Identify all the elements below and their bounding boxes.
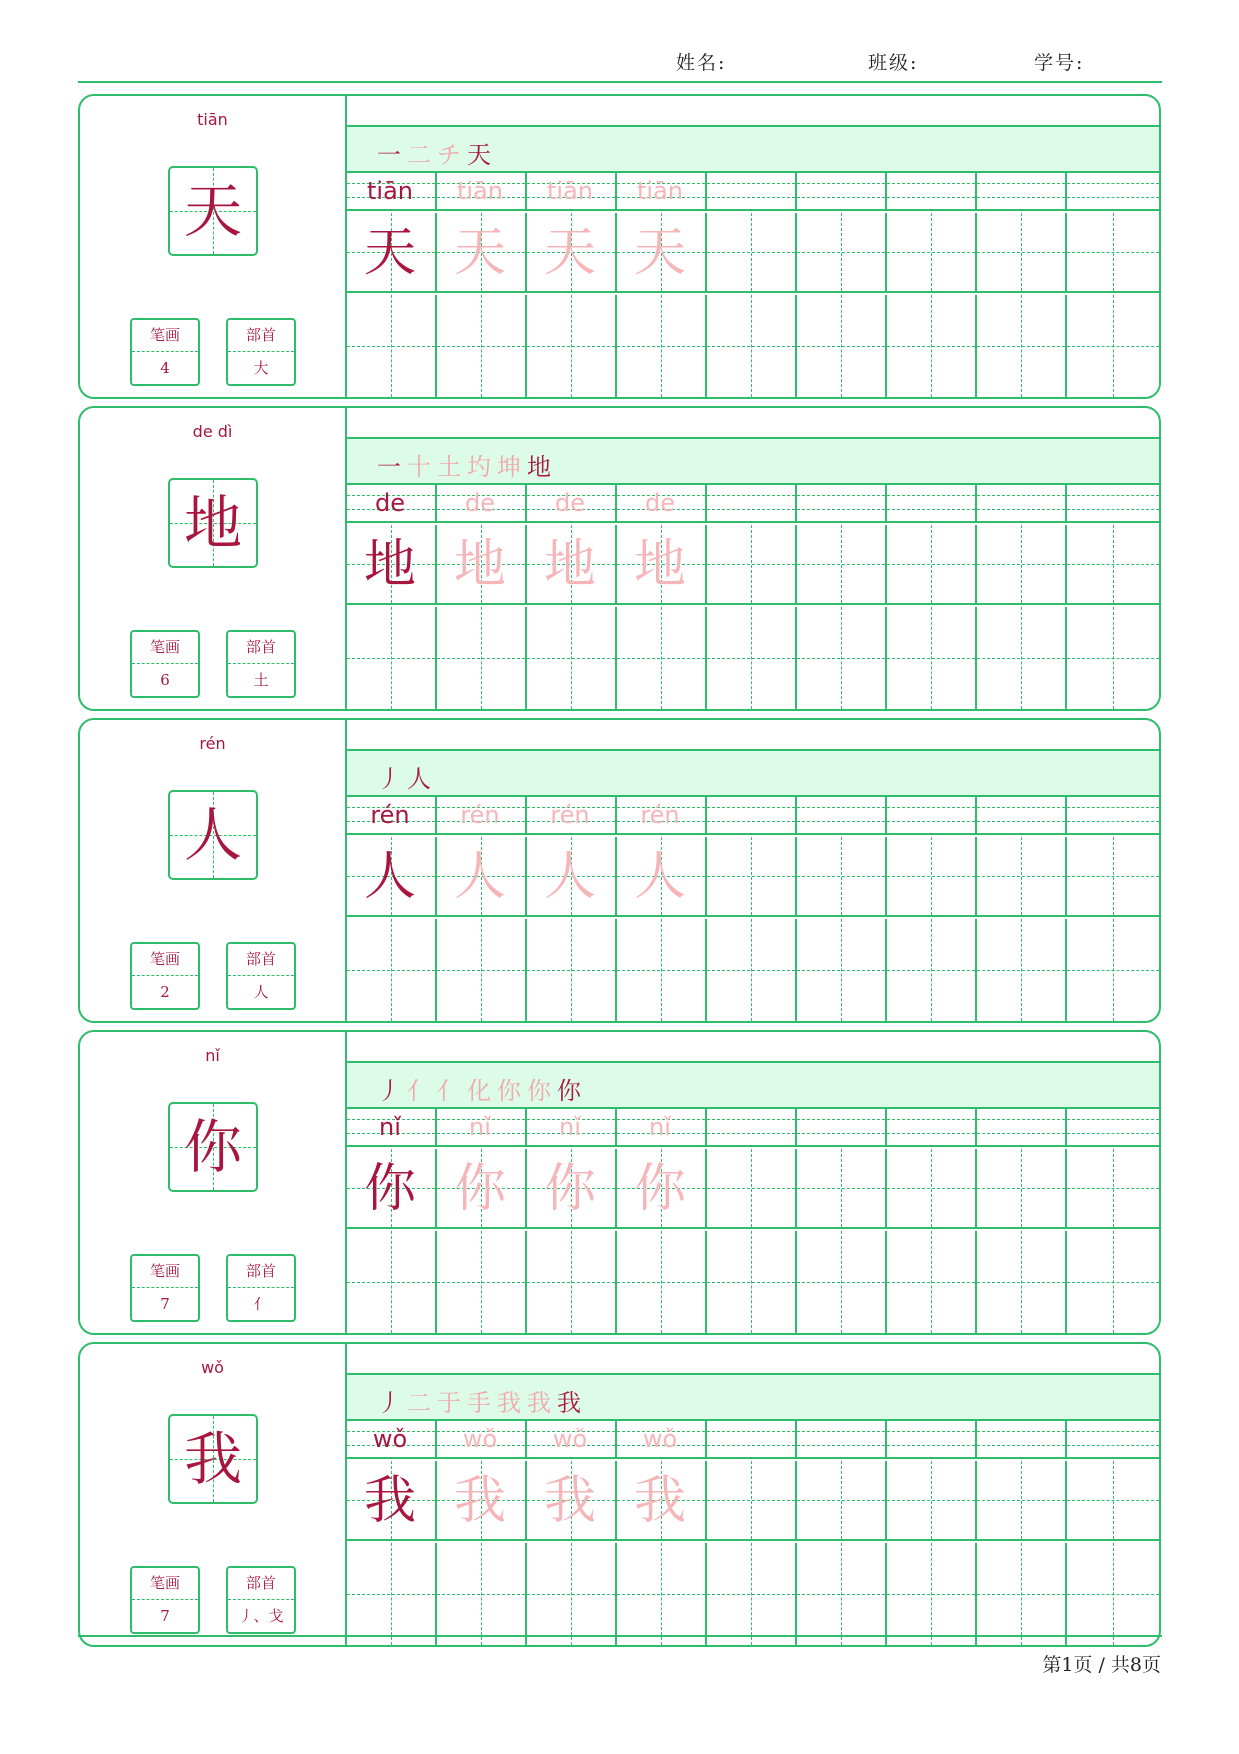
char-trace: 你	[453, 1159, 506, 1219]
stroke-order-row	[347, 1061, 1159, 1109]
char-practice-cell	[527, 213, 617, 293]
blank-practice-cell[interactable]	[977, 607, 1067, 709]
char-practice-cell[interactable]	[887, 1149, 977, 1229]
pinyin-practice-cell	[437, 795, 527, 835]
char-card	[78, 94, 1161, 399]
stroke-count-box-label: 笔画	[132, 1256, 198, 1288]
pinyin-model: wǒ	[372, 1425, 408, 1453]
char-practice-cell	[437, 1149, 527, 1229]
stroke-step: 我	[557, 1389, 587, 1417]
char-trace: 人	[543, 847, 596, 907]
stroke-count-box	[130, 630, 200, 698]
blank-practice-cell[interactable]	[437, 1543, 527, 1645]
pinyin-practice-cell[interactable]	[977, 1419, 1067, 1459]
student-id-label: 学号:	[1034, 52, 1085, 74]
stroke-order	[377, 135, 497, 170]
char-display-box	[168, 478, 258, 568]
pinyin-practice-cell	[617, 483, 707, 523]
pinyin-practice-cell	[347, 483, 437, 523]
pinyin-trace: rén	[640, 801, 680, 829]
stroke-count-box	[130, 942, 200, 1010]
char-display: 天	[183, 177, 242, 245]
char-display: 你	[183, 1113, 242, 1181]
pinyin-trace: rén	[460, 801, 500, 829]
blank-practice-cell[interactable]	[527, 1231, 617, 1333]
char-pinyin: wǒ	[201, 1358, 224, 1377]
char-practice-cell[interactable]	[707, 213, 797, 293]
char-practice-cell	[437, 525, 527, 605]
practice-grid	[347, 1344, 1159, 1645]
stroke-step: 你	[497, 1077, 527, 1105]
pinyin-model: nǐ	[379, 1113, 401, 1141]
stroke-step: 你	[527, 1077, 557, 1105]
blank-practice-cell[interactable]	[707, 1231, 797, 1333]
blank-practice-cell[interactable]	[887, 295, 977, 397]
pinyin-practice-cell	[617, 171, 707, 211]
radical-box-value: 丿、戈	[238, 1607, 284, 1625]
char-practice-cell[interactable]	[707, 525, 797, 605]
char-display-box	[168, 1414, 258, 1504]
char-practice-cell	[347, 1461, 437, 1541]
radical-box	[226, 318, 296, 386]
char-trace: 天	[633, 223, 686, 283]
char-practice-cell	[347, 213, 437, 293]
char-practice-cell	[437, 837, 527, 917]
stroke-step: 丿	[377, 765, 407, 793]
pinyin-practice-cell[interactable]	[977, 171, 1067, 211]
char-card	[78, 1342, 1161, 1647]
stroke-order-row	[347, 125, 1159, 173]
char-practice-cell	[527, 837, 617, 917]
pinyin-practice-cell[interactable]	[707, 1107, 797, 1147]
pinyin-practice-cell	[437, 483, 527, 523]
char-practice-cell[interactable]	[887, 213, 977, 293]
pinyin-trace: tiān	[457, 177, 503, 205]
blank-practice-cell[interactable]	[347, 1231, 437, 1333]
pinyin-practice-cell	[437, 1107, 527, 1147]
stroke-order	[377, 447, 557, 482]
stroke-order	[377, 1383, 587, 1418]
char-practice-cell[interactable]	[1067, 525, 1159, 605]
char-card	[78, 718, 1161, 1023]
char-model: 天	[363, 223, 416, 283]
stroke-count-box	[130, 1254, 200, 1322]
stroke-step: 我	[497, 1389, 527, 1417]
char-practice-cell[interactable]	[977, 213, 1067, 293]
pinyin-practice-cell	[527, 795, 617, 835]
blank-practice-cell[interactable]	[347, 607, 437, 709]
stroke-count-box-label: 笔画	[132, 320, 198, 352]
radical-box-value: 大	[253, 359, 269, 377]
practice-grid	[347, 408, 1159, 709]
blank-practice-cell[interactable]	[707, 607, 797, 709]
pinyin-practice-cell[interactable]	[797, 1419, 887, 1459]
blank-practice-cell[interactable]	[437, 919, 527, 1021]
blank-practice-cell[interactable]	[887, 607, 977, 709]
pinyin-practice-cell	[437, 1419, 527, 1459]
pinyin-practice-cell[interactable]	[797, 171, 887, 211]
pinyin-practice-cell	[347, 1419, 437, 1459]
char-pinyin: nǐ	[205, 1046, 220, 1065]
char-practice-cell[interactable]	[887, 837, 977, 917]
char-practice-cell	[617, 525, 707, 605]
blank-practice-cell[interactable]	[1067, 1543, 1159, 1645]
char-trace: 地	[543, 535, 596, 595]
blank-practice-cell[interactable]	[1067, 919, 1159, 1021]
char-model: 地	[363, 535, 416, 595]
stroke-order	[377, 1071, 587, 1106]
blank-practice-cell[interactable]	[1067, 607, 1159, 709]
blank-practice-cell[interactable]	[527, 295, 617, 397]
pinyin-practice-cell[interactable]	[1067, 795, 1159, 835]
blank-practice-cell[interactable]	[797, 919, 887, 1021]
stroke-count-box	[130, 318, 200, 386]
char-trace: 人	[633, 847, 686, 907]
char-trace: 我	[543, 1471, 596, 1531]
char-display: 地	[183, 489, 242, 557]
pinyin-practice-cell[interactable]	[887, 1107, 977, 1147]
char-practice-cell[interactable]	[1067, 1149, 1159, 1229]
radical-box-label: 部首	[228, 944, 294, 976]
char-practice-cell[interactable]	[707, 837, 797, 917]
char-practice-cell	[617, 213, 707, 293]
pinyin-trace: nǐ	[559, 1113, 581, 1141]
blank-practice-cell[interactable]	[887, 1543, 977, 1645]
pinyin-practice-cell	[617, 795, 707, 835]
char-practice-cell[interactable]	[797, 213, 887, 293]
pinyin-model: de	[375, 489, 405, 517]
char-info-panel	[80, 408, 347, 709]
blank-practice-cell[interactable]	[797, 295, 887, 397]
stroke-step: 土	[437, 453, 467, 481]
pinyin-practice-cell	[347, 1107, 437, 1147]
char-practice-cell[interactable]	[1067, 837, 1159, 917]
char-practice-cell[interactable]	[977, 1461, 1067, 1541]
char-practice-cell[interactable]	[797, 525, 887, 605]
char-practice-cell[interactable]	[797, 837, 887, 917]
char-trace: 我	[633, 1471, 686, 1531]
stroke-step: 于	[437, 1389, 467, 1417]
stroke-count-box-label: 笔画	[132, 944, 198, 976]
stroke-step: 一	[377, 141, 407, 169]
stroke-count-box-label: 笔画	[132, 632, 198, 664]
practice-grid	[347, 1032, 1159, 1333]
radical-box-label: 部首	[228, 1568, 294, 1600]
pinyin-practice-cell[interactable]	[887, 795, 977, 835]
blank-practice-cell[interactable]	[707, 295, 797, 397]
radical-box-value: 人	[253, 983, 269, 1001]
char-practice-cell[interactable]	[707, 1461, 797, 1541]
char-trace: 天	[453, 223, 506, 283]
stroke-count-box-label: 笔画	[132, 1568, 198, 1600]
pinyin-practice-cell[interactable]	[707, 1419, 797, 1459]
pinyin-model: tiān	[367, 177, 413, 205]
pinyin-practice-cell	[617, 1419, 707, 1459]
blank-practice-cell[interactable]	[707, 919, 797, 1021]
radical-box	[226, 942, 296, 1010]
char-practice-cell[interactable]	[797, 1149, 887, 1229]
stroke-order-row	[347, 1373, 1159, 1421]
pinyin-practice-cell[interactable]	[797, 483, 887, 523]
blank-practice-cell[interactable]	[347, 1543, 437, 1645]
blank-practice-cell[interactable]	[527, 607, 617, 709]
stroke-step: 圴	[467, 453, 497, 481]
pinyin-practice-cell[interactable]	[887, 171, 977, 211]
pinyin-practice-cell	[527, 483, 617, 523]
stroke-step: 人	[407, 765, 437, 793]
char-display: 人	[183, 801, 242, 869]
blank-practice-cell[interactable]	[977, 1543, 1067, 1645]
char-practice-cell	[347, 1149, 437, 1229]
blank-practice-cell[interactable]	[977, 295, 1067, 397]
stroke-count-box-value: 4	[160, 359, 170, 377]
stroke-order	[377, 759, 437, 794]
blank-practice-cell[interactable]	[797, 607, 887, 709]
stroke-step: 手	[467, 1389, 497, 1417]
char-pinyin: rén	[199, 734, 226, 753]
blank-practice-cell[interactable]	[797, 1231, 887, 1333]
char-info-panel	[80, 1344, 347, 1645]
blank-practice-cell[interactable]	[617, 295, 707, 397]
blank-practice-cell[interactable]	[977, 1231, 1067, 1333]
char-practice-cell[interactable]	[1067, 213, 1159, 293]
blank-practice-cell[interactable]	[1067, 295, 1159, 397]
footer-divider	[78, 1635, 1162, 1637]
stroke-count-box	[130, 1566, 200, 1634]
char-practice-cell[interactable]	[707, 1149, 797, 1229]
char-practice-cell[interactable]	[797, 1461, 887, 1541]
blank-practice-cell[interactable]	[437, 607, 527, 709]
pinyin-practice-cell	[527, 171, 617, 211]
stroke-step: 二	[407, 1389, 437, 1417]
blank-practice-cell[interactable]	[527, 919, 617, 1021]
stroke-order-row	[347, 749, 1159, 797]
char-info-panel	[80, 720, 347, 1021]
pinyin-trace: rén	[550, 801, 590, 829]
pinyin-trace: nǐ	[649, 1113, 671, 1141]
radical-box	[226, 1254, 296, 1322]
char-display-box	[168, 790, 258, 880]
radical-box	[226, 1566, 296, 1634]
pinyin-practice-cell	[347, 171, 437, 211]
char-practice-cell	[437, 1461, 527, 1541]
radical-box-label: 部首	[228, 1256, 294, 1288]
pinyin-practice-cell[interactable]	[1067, 1107, 1159, 1147]
stroke-step: 一	[377, 453, 407, 481]
char-practice-cell	[527, 1149, 617, 1229]
stroke-step: 化	[467, 1077, 497, 1105]
pinyin-practice-cell[interactable]	[887, 1419, 977, 1459]
char-practice-cell	[617, 1461, 707, 1541]
char-display-box	[168, 1102, 258, 1192]
pinyin-practice-cell	[437, 171, 527, 211]
practice-grid	[347, 720, 1159, 1021]
char-display: 我	[183, 1425, 242, 1493]
radical-box-value: 亻	[253, 1295, 269, 1313]
char-trace: 天	[543, 223, 596, 283]
char-practice-cell[interactable]	[977, 525, 1067, 605]
char-practice-cell	[527, 525, 617, 605]
stroke-count-box-value: 2	[160, 983, 170, 1001]
blank-practice-cell[interactable]	[977, 919, 1067, 1021]
blank-practice-cell[interactable]	[617, 1231, 707, 1333]
pinyin-trace: de	[555, 489, 585, 517]
pinyin-trace: wǒ	[642, 1425, 678, 1453]
char-trace: 人	[453, 847, 506, 907]
char-model: 人	[363, 847, 416, 907]
stroke-count-box-value: 6	[160, 671, 170, 689]
stroke-step: 地	[527, 453, 557, 481]
pinyin-practice-cell	[527, 1107, 617, 1147]
pinyin-practice-cell	[347, 795, 437, 835]
stroke-step: 丿	[377, 1077, 407, 1105]
char-practice-cell	[437, 213, 527, 293]
page-indicator: 第1页 / 共8页	[1042, 1654, 1161, 1676]
char-pinyin: tiān	[197, 110, 228, 129]
stroke-step: 坤	[497, 453, 527, 481]
blank-practice-cell[interactable]	[437, 1231, 527, 1333]
header-divider	[78, 81, 1162, 83]
stroke-step: 丿	[377, 1389, 407, 1417]
blank-practice-cell[interactable]	[617, 1543, 707, 1645]
pinyin-trace: wǒ	[462, 1425, 498, 1453]
stroke-step: 天	[467, 141, 497, 169]
pinyin-trace: de	[645, 489, 675, 517]
blank-practice-cell[interactable]	[437, 295, 527, 397]
stroke-step: 亻	[437, 1077, 467, 1105]
pinyin-trace: nǐ	[469, 1113, 491, 1141]
pinyin-practice-cell	[617, 1107, 707, 1147]
pinyin-practice-cell	[527, 1419, 617, 1459]
stroke-order-row	[347, 437, 1159, 485]
class-label: 班级:	[868, 52, 919, 74]
char-trace: 你	[543, 1159, 596, 1219]
char-practice-cell[interactable]	[887, 1461, 977, 1541]
stroke-step: 亻	[407, 1077, 437, 1105]
pinyin-practice-cell[interactable]	[977, 1107, 1067, 1147]
stroke-step: 你	[557, 1077, 587, 1105]
pinyin-practice-cell[interactable]	[707, 171, 797, 211]
char-trace: 我	[453, 1471, 506, 1531]
char-trace: 你	[633, 1159, 686, 1219]
char-practice-cell[interactable]	[1067, 1461, 1159, 1541]
char-practice-cell	[527, 1461, 617, 1541]
char-practice-cell	[347, 525, 437, 605]
char-model: 你	[363, 1159, 416, 1219]
pinyin-model: rén	[370, 801, 410, 829]
stroke-count-box-value: 7	[160, 1295, 170, 1313]
pinyin-practice-cell[interactable]	[707, 795, 797, 835]
pinyin-practice-cell[interactable]	[797, 1107, 887, 1147]
pinyin-trace: tiān	[547, 177, 593, 205]
pinyin-practice-cell[interactable]	[887, 483, 977, 523]
char-display-box	[168, 166, 258, 256]
pinyin-practice-cell[interactable]	[1067, 1419, 1159, 1459]
blank-practice-cell[interactable]	[617, 607, 707, 709]
stroke-step: 十	[407, 453, 437, 481]
char-model: 我	[363, 1471, 416, 1531]
stroke-step: 二	[407, 141, 437, 169]
stroke-step: チ	[437, 141, 467, 169]
pinyin-practice-cell[interactable]	[1067, 483, 1159, 523]
char-practice-cell[interactable]	[977, 837, 1067, 917]
char-practice-cell[interactable]	[887, 525, 977, 605]
blank-practice-cell[interactable]	[347, 295, 437, 397]
blank-practice-cell[interactable]	[617, 919, 707, 1021]
blank-practice-cell[interactable]	[707, 1543, 797, 1645]
blank-practice-cell[interactable]	[797, 1543, 887, 1645]
char-trace: 地	[453, 535, 506, 595]
blank-practice-cell[interactable]	[887, 919, 977, 1021]
stroke-count-box-value: 7	[160, 1607, 170, 1625]
name-label: 姓名:	[676, 52, 727, 74]
blank-practice-cell[interactable]	[1067, 1231, 1159, 1333]
char-practice-cell	[617, 837, 707, 917]
radical-box-label: 部首	[228, 320, 294, 352]
pinyin-practice-cell[interactable]	[707, 483, 797, 523]
pinyin-practice-cell[interactable]	[977, 795, 1067, 835]
pinyin-trace: tiān	[637, 177, 683, 205]
stroke-step: 我	[527, 1389, 557, 1417]
char-practice-cell[interactable]	[977, 1149, 1067, 1229]
char-trace: 地	[633, 535, 686, 595]
pinyin-trace: wǒ	[552, 1425, 588, 1453]
radical-box-value: 土	[253, 671, 269, 689]
char-info-panel	[80, 1032, 347, 1333]
blank-practice-cell[interactable]	[887, 1231, 977, 1333]
radical-box	[226, 630, 296, 698]
char-practice-cell	[347, 837, 437, 917]
char-card	[78, 1030, 1161, 1335]
practice-grid	[347, 96, 1159, 397]
char-card	[78, 406, 1161, 711]
char-pinyin: de dì	[192, 422, 233, 441]
blank-practice-cell[interactable]	[347, 919, 437, 1021]
blank-practice-cell[interactable]	[527, 1543, 617, 1645]
radical-box-label: 部首	[228, 632, 294, 664]
pinyin-practice-cell[interactable]	[1067, 171, 1159, 211]
pinyin-practice-cell[interactable]	[977, 483, 1067, 523]
char-practice-cell	[617, 1149, 707, 1229]
pinyin-practice-cell[interactable]	[797, 795, 887, 835]
pinyin-trace: de	[465, 489, 495, 517]
char-info-panel	[80, 96, 347, 397]
